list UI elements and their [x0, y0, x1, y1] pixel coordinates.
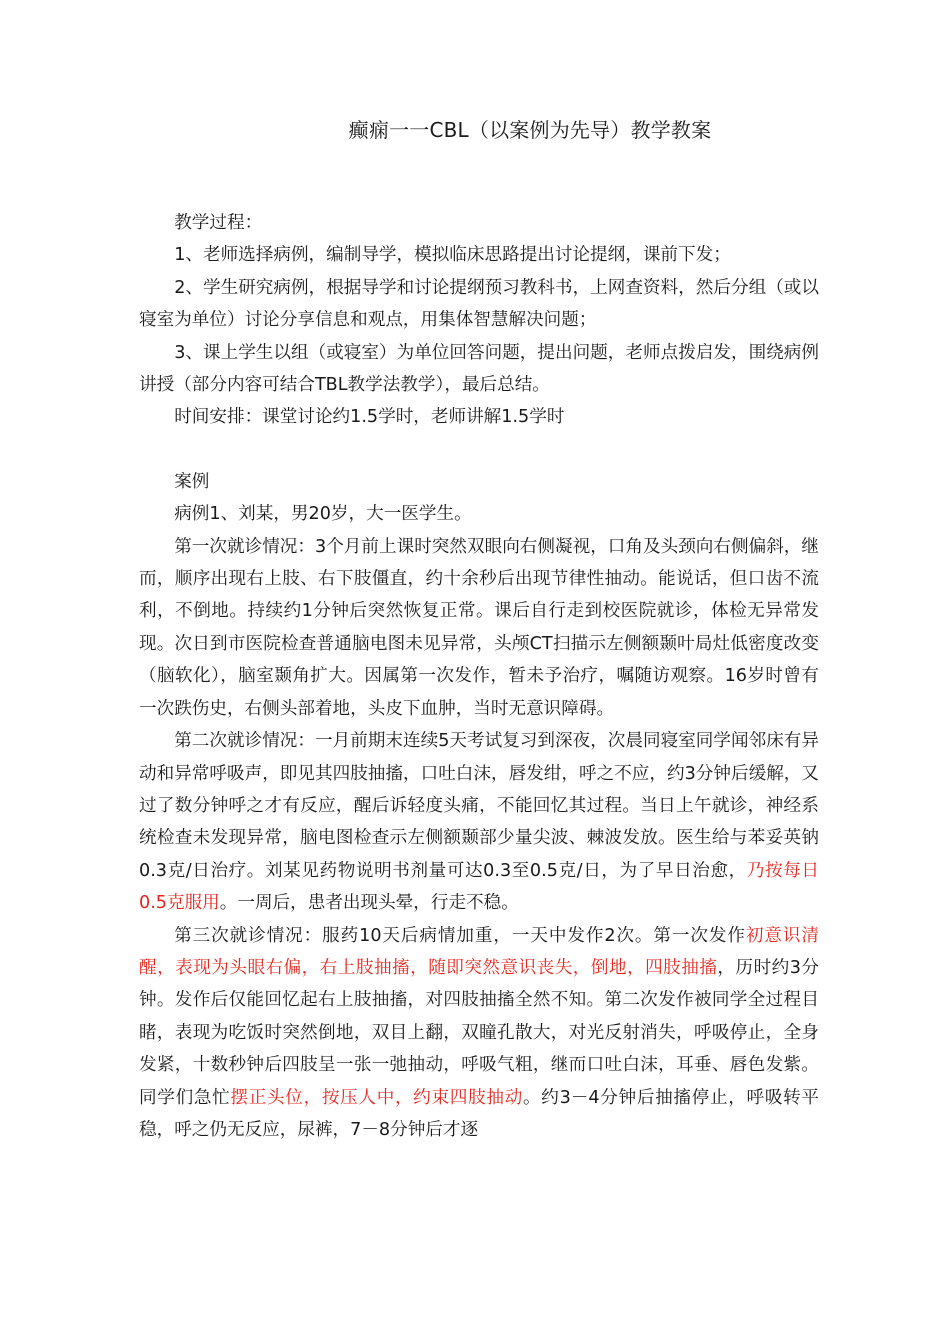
- process-item-2: 2、学生研究病例，根据导学和讨论提纲预习教科书，上网查资料，然后分组（或以寝室为单位）讨论分享信息和观点，用集体智慧解决问题；: [139, 277, 819, 331]
- first-visit-paragraph: 第一次就诊情况：3个月前上课时突然双眼向右侧凝视，口角及头颈向右侧偏斜，继而，顺序出现右上肢、右下肢僵直，约十余秒后出现节律性抽动。能说话，但口齿不流利，不倒地。持续约1分钟后突然恢复正常。课后自行走到校医院就诊，体检无异常发现。次日到市医院检查普通脑电图未见异常，头颅CT扫描示左侧额颞叶局灶低密度改变（脑软化），脑室颞角扩大。因属第一次发作，暂未予治疗，嘱随访观察。16岁时曾有一次跌伤史，右侧头部着地，头皮下血肿，当时无意识障碍。: [139, 536, 819, 719]
- process-heading: 教学过程：: [174, 213, 263, 233]
- paragraph-gap: [139, 434, 819, 466]
- second-visit-text-b: 。一周后，患者出现头晕，行走不稳。: [219, 893, 519, 914]
- second-visit-highlight: 乃按每日0.5克服用: [139, 860, 819, 914]
- process-item-1: 1、老师选择病例，编制导学，模拟临床思路提出讨论提纲，课前下发；: [174, 245, 731, 266]
- case-patient-info: 病例1、刘某，男20岁，大一医学生。: [174, 504, 472, 525]
- second-visit-text-a: 第二次就诊情况：一月前期末连续5天考试复习到深夜，次晨同寝室同学闻邻床有异动和异常呼吸声，即见其四肢抽搐，口吐白沫，唇发绀，呼之不应，约3分钟后缓解，又过了数分钟呼之才有反应，醒后诉轻度头痛，不能回忆其过程。当日上午就诊，神经系统检查未发现异常，脑电图检查示左侧额颞部少量尖波、棘波发放。医生给与苯妥英钠0.3克/日治疗。刘某见药物说明书剂量可达0.3至0.5克/日，为了早日治愈，: [139, 731, 819, 881]
- third-visit-paragraph: [139, 920, 819, 1147]
- third-visit-highlight-1: 初意识清醒，表现为头眼右偏，右上肢抽搐，随即突然意识丧失，倒地，四肢抽搐: [139, 925, 819, 978]
- schedule-text: 时间安排：课堂讨论约1.5学时，老师讲解1.5学时: [174, 407, 565, 428]
- third-visit-text-b: ，历时约3分钟。发作后仅能回忆起右上肢抽搐，对四肢抽搐全然不知。第二次发作被同学全过程目睹，表现为吃饭时突然倒地，双目上翻，双瞳孔散大，对光反射消失，呼吸停止，全身发紧，十数秒钟后四肢呈一张一弛抽动，呼吸气粗，继而口吐白沫，耳垂、唇色发紫。同学们急忙: [139, 957, 819, 1108]
- process-item-3: 3、课上学生以组（或寝室）为单位回答问题，提出问题，老师点拨启发，围绕病例讲授（部分内容可结合TBL教学法教学），最后总结。: [139, 342, 819, 396]
- second-visit-paragraph: [139, 725, 819, 919]
- document-title: 癫痫一一CBL（以案例为先导）教学教案: [348, 118, 712, 142]
- third-visit-text-c: 。约3－4分钟后抽搐停止，呼吸转平稳，呼之仍无反应，尿裤，7－8分钟后才逐: [139, 1087, 819, 1140]
- case-heading: 案例: [174, 471, 210, 492]
- document-body: [139, 207, 819, 1146]
- third-visit-text-a: 第三次就诊情况：服药10天后病情加重，一天中发作2次。第一次发作: [174, 925, 746, 946]
- third-visit-highlight-2: 摆正头位，按压人中，约束四肢抽动: [230, 1087, 524, 1108]
